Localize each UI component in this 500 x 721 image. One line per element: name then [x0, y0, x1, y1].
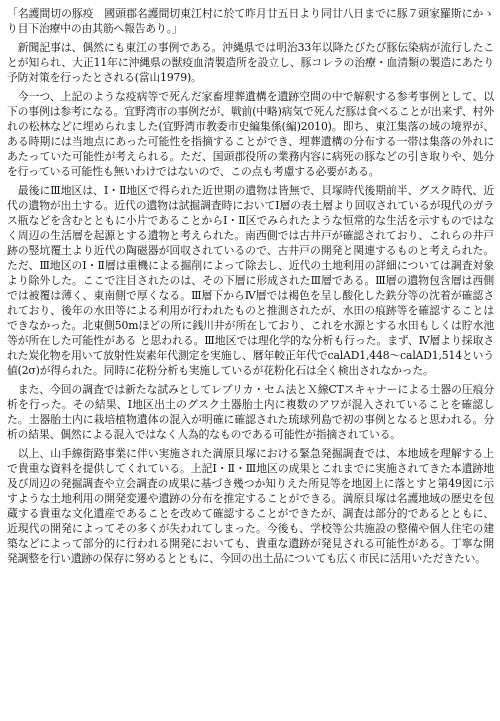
paragraph-newspaper-context: 新聞記事は、偶然にも東江の事例である。沖縄県では明治33年以降たびたび豚伝染病が流行したことが知られ、大正11年に沖縄県の獣疫血清製造所を設立し、豚コレラの治療・血清類の製造にあたり予防対策を行ったとされる(當山1979)。 — [7, 41, 494, 84]
paragraph-burial-interpretation: 今一つ、上記のような疫病等で死んだ家畜埋葬遺構を遺跡空間の中で解釈する参考事例として、以下の事例は参考になる。宜野湾市の事例だが、戦前(中略)病気で死んだ豚は食べることが出来ず、村外れの松林などに埋められました(宜野湾市教委市史編集係(編)2010)。即ち、東江集落の域の境界が、ある時期には当地点にあった可能性を指摘することができ、埋葬遺構の分布する一帯は集落の外れにあたっていた可能性が考えられる。ただ、国頭郡役所の業務内容に病死の豚などの引き取りや、処分を行っている可能性も無いわけではないので、この点も考慮する必要がある。 — [7, 90, 494, 178]
quoted-newspaper-article: 「名護間切の豚疫 國頭郡名護間切東江村に於て昨月廿五日より同廿八日までに豚７頭家羅斯にかゝり目下治療中の由其筋へ報告あり。」 — [7, 7, 494, 35]
paragraph-conclusion: 以上、山手線街路事業に伴い実施された満原貝塚における緊急発掘調査では、本地域を理解する上で貴重な資料を提供してくれている。上記Ⅰ・Ⅱ・Ⅲ地区の成果とこれまでに実施されてきた本遺跡地及び周辺の発掘調査や立会調査の成果に基づき幾つか知りえた所見等を地図上に落とすと第49図に示すような土地利用の開発変遷や遺跡の分布を推定することができる。満原貝塚は名護地域の歴史を包蔵する貴重な文化遺産であることを改めて確認することができたが、調査は部分的であるとともに、近現代の開発によってその多くが失われてしまった。今後も、学校等公共施設の整備や個人住宅の建築などによって部分的に行われる開発においても、貴重な遺跡が発見される可能性がある。丁寧な開発調整を行い遺跡の保存に努めるとともに、今回の出土品についても広く市民に活用いただきたい。 — [7, 447, 494, 565]
paragraph-area-iii: 最後にⅢ地区は、Ⅰ・Ⅱ地区で得られた近世期の遺物は皆無で、貝塚時代後期前半、グスク時代、近代の遺物が出土する。近代の遺物は試掘調査時においてⅠ層の表土層より回収されているが現代のガラス瓶などを含むとともに小片であることからⅠ・Ⅱ区でみられたような恒常的な生活を示すものではなく周辺の生活層を起源とする遺物と考えられた。南西側では古井戸が確認されており、これらの井戸跡の竪坑覆土より近代の陶磁器が回収されているので、古井戸の開発と関連するものと考えられた。ただ、Ⅲ地区のⅠ・Ⅱ層は重機による掘削によって除去し、近代の土地利用の詳細については調査対象より除外した。ここで注目されたのは、その下層に形成されたⅢ層である。Ⅲ層の遺物包含層は西側では被覆は薄く、東南側で厚くなる。Ⅲ層下からⅣ層では褐色を呈し酸化した鉄分等の沈着が確認されており、後年の水田等による利用が行われたものと推測されたが、水田の痕跡等を確認することはできなかった。北東側50mほどの所に銭川井が所在しており、これを水源とする水田もしくは貯水池等が所在した可能性がある と思われる。Ⅲ地区では理化学的な分析も行った。まず、Ⅳ層より採取された炭化物を用いて放射性炭素年代測定を実施し、暦年較正年代でcalAD1,448～calAD1,514という値(2σ)が得られた。同時に花粉分析も実施しているが花粉化石は全く検出されなかった。 — [7, 184, 494, 377]
paragraph-replica-ct-analysis: また、今回の調査では新たな試みとしてレプリカ・セム法とＸ線CTスキャナーによる土器の圧痕分析を行った。その結果、Ⅰ地区出土のグスク土器胎土内に複数のアワが混入されていることを確認した。土器胎土内に栽培植物遺体の混入が明確に確認された琉球列島で初の事例となると思われる。分析の結果、偶然による混入ではなく人為的なものである可能性が指摘されている。 — [7, 383, 494, 441]
